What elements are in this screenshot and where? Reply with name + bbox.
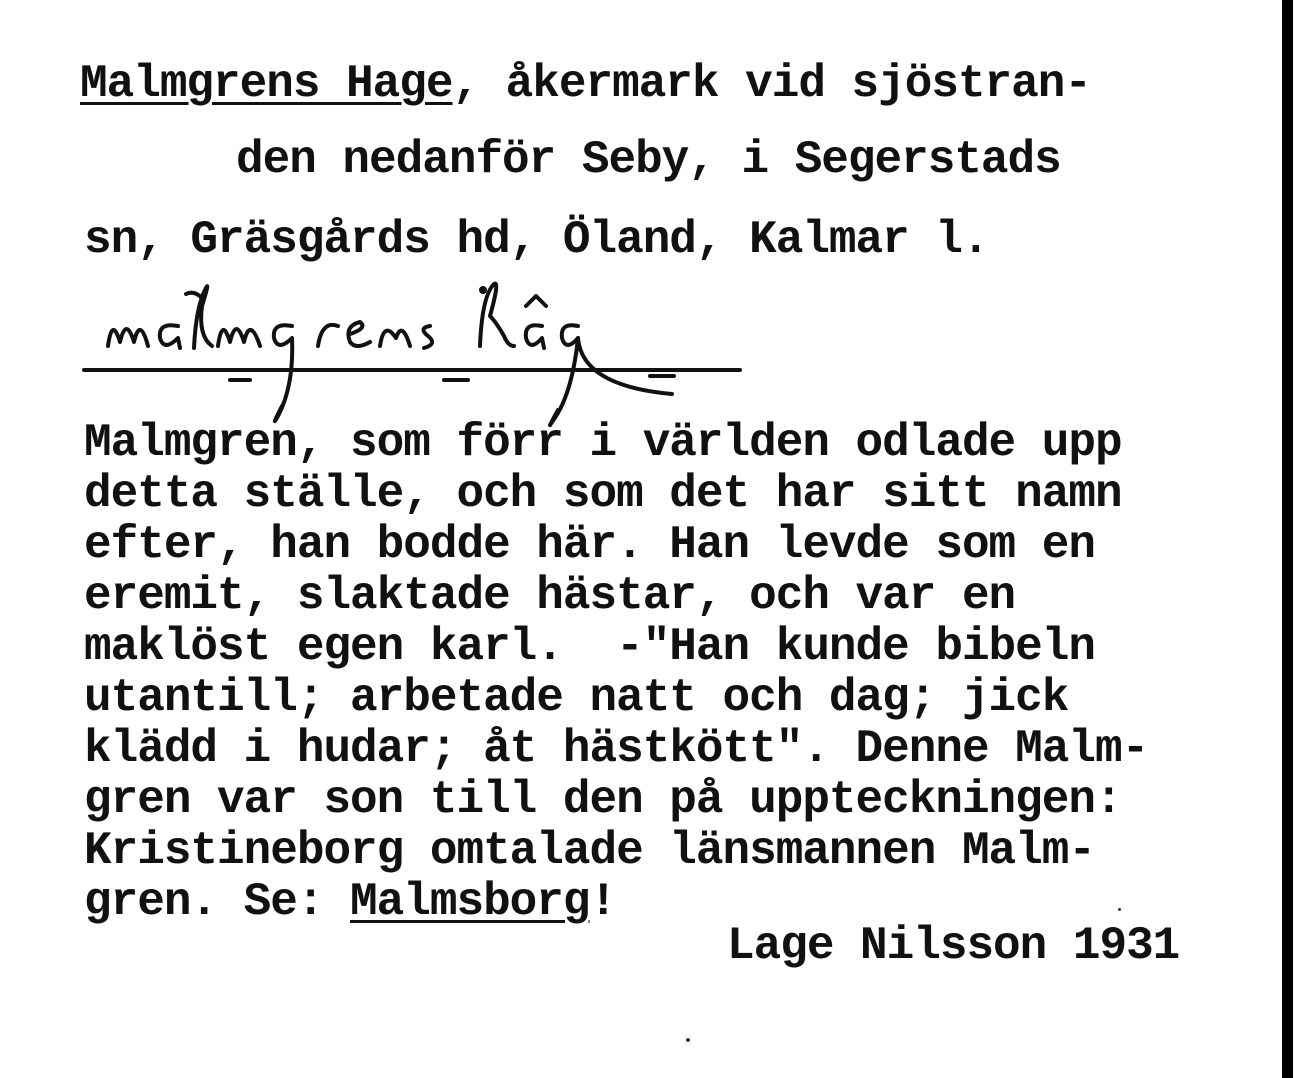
header-line-1 <box>80 58 1091 110</box>
see-suffix: ! <box>589 876 617 928</box>
note-line: Malmgren, som förr i världen odlade upp <box>84 417 1122 469</box>
recorder-signature: Lage Nilsson 1931 <box>727 920 1180 972</box>
header-line-3: sn, Gräsgårds hd, Öland, Kalmar l. <box>84 214 989 266</box>
handwritten-dialect-form <box>78 276 758 436</box>
note-line: gren var son till den på uppteckningen: <box>84 774 1122 826</box>
see-prefix: gren. Se: <box>84 876 351 928</box>
header-line-2: den nedanför Seby, i Segerstads <box>236 134 1061 186</box>
note-body <box>84 418 1148 928</box>
note-line: detta ställe, och som det har sitt namn <box>84 468 1122 520</box>
paper-speck <box>686 1038 690 1042</box>
header-line-1-rest: , åkermark vid sjöstran- <box>452 58 1091 110</box>
note-line: eremit, slaktade hästar, och var en <box>84 570 1016 622</box>
paper-speck <box>1118 908 1121 911</box>
note-line: utantill; arbetade natt och dag; jick <box>84 672 1069 724</box>
card-edge-border <box>1282 0 1293 1078</box>
place-name-title: Malmgrens Hage <box>80 58 453 110</box>
note-line: efter, han bodde här. Han levde som en <box>84 519 1095 571</box>
note-line: maklöst egen karl. -"Han kunde bibeln <box>84 621 1095 673</box>
cross-reference-link: Malmsborg <box>350 876 590 928</box>
note-line: Kristineborg omtalade länsmannen Malm- <box>84 825 1095 877</box>
note-line: klädd i hudar; åt hästkött". Denne Malm- <box>84 723 1149 775</box>
